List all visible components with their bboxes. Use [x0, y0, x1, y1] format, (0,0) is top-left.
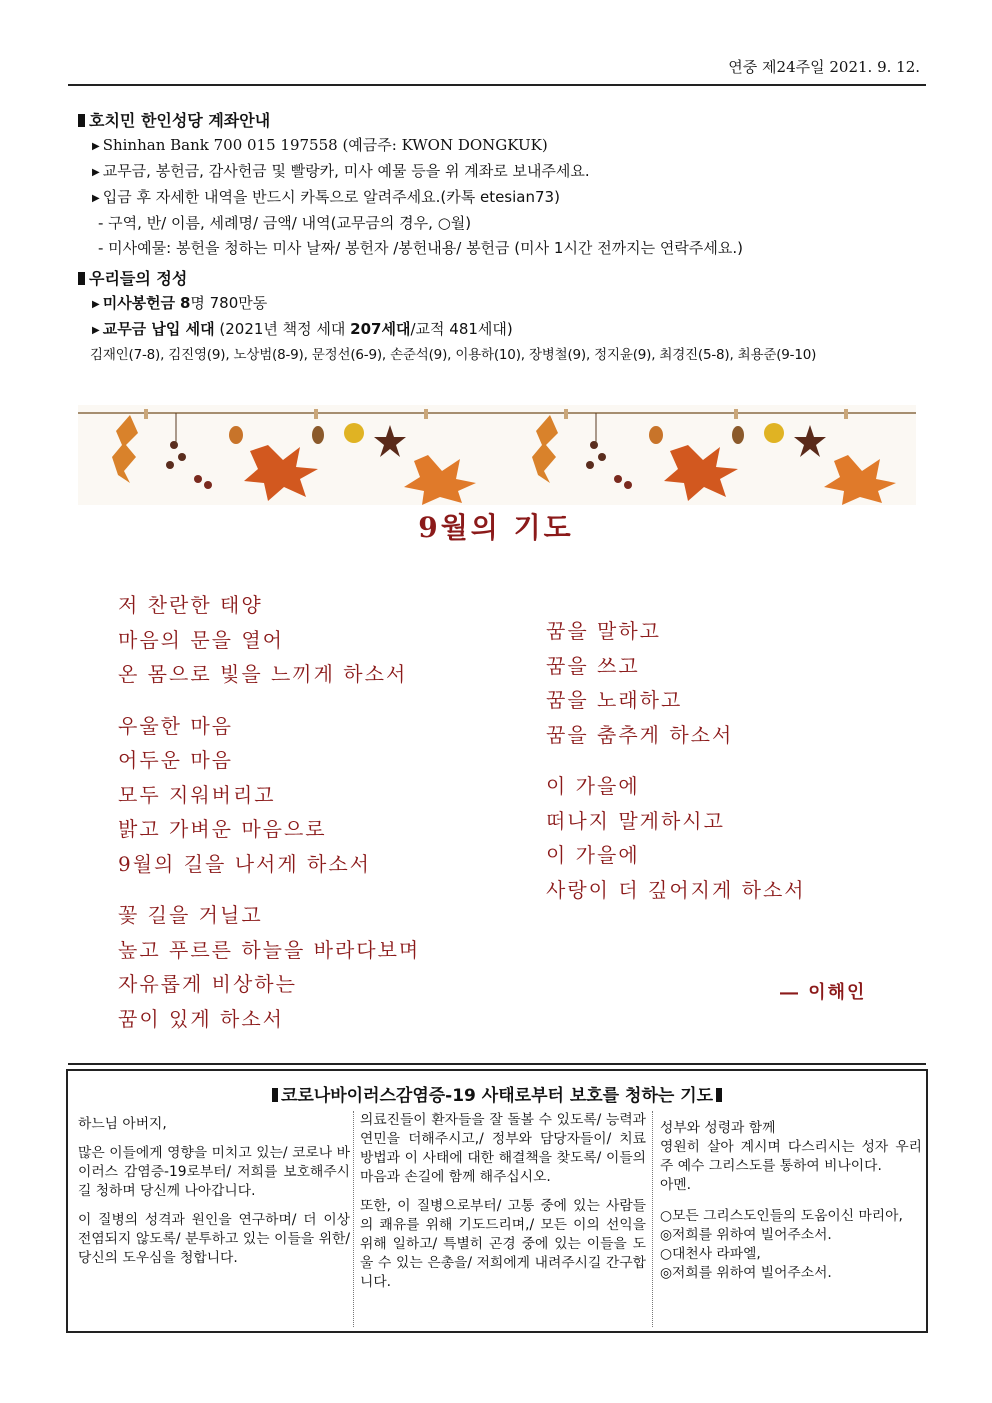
acorn-icon — [229, 426, 243, 444]
triangle-bullet-icon: ▶ — [92, 141, 100, 152]
berry-icon — [614, 475, 622, 483]
poem-line: 높고 푸르른 하늘을 바라다보며 — [118, 937, 421, 962]
berry-icon — [194, 475, 202, 483]
prayer-paragraph: 하느님 아버지, — [78, 1116, 167, 1132]
prayer-line: 성부와 성령과 함께 — [660, 1120, 776, 1136]
poem-line: 모두 지워버리고 — [118, 782, 276, 807]
prayer-line: 영원히 살아 계시며 다스리시는 성자 우리 주 예수 그리스도를 통하여 비나이다. — [660, 1139, 922, 1174]
prayer-line: 아멘. — [660, 1177, 692, 1193]
poem-line: 어두운 마음 — [118, 748, 233, 772]
square-bullet-icon — [78, 114, 85, 127]
poem-line: 저 찬란한 태양 — [118, 593, 263, 617]
prayer-paragraph: 이 질병의 성격과 원인을 연구하며/ 더 이상 전염되지 않도록/ 분투하고 있는 이들을 위한/ 당신의 도우심을 청합니다. — [78, 1212, 350, 1266]
poem-line: 꿈을 말하고 — [546, 619, 661, 643]
poem-line: 떠나지 말게하시고 — [546, 808, 725, 833]
poem-line: 꿈을 춤추게 하소서 — [546, 722, 734, 747]
clothespin-icon — [564, 409, 568, 419]
prayer-line: ○대천사 라파엘, — [660, 1246, 761, 1262]
prayer-paragraph: 또한, 이 질병으로부터/ 고통 중에 있는 사람들의 쾌유를 위해 기도드리며,/ 모든 이의 선익을 위해 일하고/ 특별히 곤경 중에 있는 이들을 도울 수 있는 은총을/ 저희에게 내려주시길 간구합니다. — [360, 1198, 646, 1290]
prayer-paragraph: 의료진들이 환자들을 잘 돌볼 수 있도록/ 능력과 연민을 더해주시고,/ 정부와 담당자들이/ 치료 방법과 이 사태에 대한 해결책을 찾도록/ 이들의 마음과 손길에 함께 해주십시오. — [360, 1112, 646, 1185]
dues-names: 김재인(7-8), 김진영(9), 노상범(8-9), 문정선(6-9), 손준석(9), 이용하(10), 장병철(9), 정지윤(9), 최경진(5-8), 최용준(9-10) — [90, 347, 817, 363]
yellow-flower-icon — [344, 423, 364, 443]
mass-offering-line: ▶ 미사봉헌금 8명 780만동 — [92, 294, 268, 312]
stanza-gap — [118, 692, 420, 709]
section-rule — [68, 1063, 926, 1065]
poem-left-column — [118, 588, 420, 1036]
berry-icon — [624, 481, 632, 489]
yellow-flower-icon — [764, 423, 784, 443]
prayer-column-3 — [660, 1111, 922, 1327]
poem-line: 꿈을 노래하고 — [546, 688, 683, 712]
covid-prayer-box — [66, 1069, 928, 1333]
square-bullet-icon — [78, 272, 85, 285]
poem-line: 꿈을 쓰고 — [546, 653, 640, 678]
prayer-title: 코로나바이러스감염증-19 사태로부터 보호를 청하는 기도 — [68, 1081, 926, 1106]
offering-heading: 우리들의 정성 — [78, 266, 928, 291]
garland-background — [78, 405, 916, 505]
acorn-icon — [649, 426, 663, 444]
poem-line: 9월의 길을 나서게 하소서 — [118, 851, 371, 876]
prayer-column-2 — [353, 1111, 653, 1327]
poem-line: 이 가을에 — [546, 774, 640, 798]
prayer-column-1 — [78, 1111, 350, 1327]
account-line-3: ▶ 입금 후 자세한 내역을 반드시 카톡으로 알려주세요.(카톡 etesian73) — [92, 188, 560, 206]
poem-line: 마음의 문을 열어 — [118, 627, 284, 652]
poem-line: 꿈이 있게 하소서 — [118, 1006, 284, 1031]
berry-icon — [586, 461, 594, 469]
offering-section — [78, 266, 928, 368]
account-heading: 호치민 한인성당 계좌안내 — [78, 108, 928, 133]
poem-author: ― 이해인 — [780, 982, 867, 1003]
poem-line: 우울한 마음 — [118, 713, 233, 738]
poem-line: 꽃 길을 거닐고 — [118, 903, 263, 927]
poem-title: 9월의 기도 — [418, 511, 574, 544]
header-date: 연중 제24주일 2021. 9. 12. — [728, 58, 920, 76]
triangle-bullet-icon: ▶ — [92, 325, 100, 336]
berry-icon — [204, 481, 212, 489]
block-gap — [660, 1195, 922, 1207]
header-rule — [68, 84, 926, 86]
prayer-paragraph: 많은 이들에게 영향을 미치고 있는/ 코로나 바이러스 감염증-19로부터/ 저희를 보호해주시길 청하며 당신께 나아갑니다. — [78, 1145, 350, 1199]
clothespin-icon — [314, 409, 318, 419]
prayer-line: ◎저희를 위하여 빌어주소서. — [660, 1265, 832, 1281]
stanza-gap — [546, 752, 806, 769]
account-section — [78, 108, 928, 261]
prayer-line: ◎저희를 위하여 빌어주소서. — [660, 1227, 832, 1243]
triangle-bullet-icon: ▶ — [92, 167, 100, 178]
dues-line: ▶ 교무금 납입 세대 (2021년 책정 세대 207세대/교적 481세대) — [92, 320, 513, 338]
berry-icon — [166, 461, 174, 469]
autumn-garland-image — [78, 405, 916, 505]
account-line-2: ▶ 교무금, 봉헌금, 감사헌금 및 빨랑카, 미사 예물 등을 위 계좌로 보내주세요. — [92, 162, 590, 180]
account-line-4: - 구역, 반/ 이름, 세례명/ 금액/ 내역(교무금의 경우, ○월) — [98, 214, 472, 232]
berry-icon — [598, 453, 606, 461]
triangle-bullet-icon: ▶ — [92, 299, 100, 310]
triangle-bullet-icon: ▶ — [92, 193, 100, 204]
account-bank-line: ▶ Shinhan Bank 700 015 197558 (예금주: KWON DONGKUK) — [92, 136, 548, 154]
square-bullet-icon — [272, 1088, 278, 1102]
stanza-gap — [118, 881, 420, 898]
poem-line: 자유롭게 비상하는 — [118, 972, 297, 996]
pinecone-icon — [732, 426, 744, 444]
poem-right-column — [546, 614, 806, 907]
account-line-5: - 미사예물: 봉헌을 청하는 미사 날짜/ 봉헌자 /봉헌내용/ 봉헌금 (미사 1시간 전까지는 연락주세요.) — [98, 239, 743, 257]
clothespin-icon — [734, 409, 738, 419]
clothespin-icon — [424, 409, 428, 419]
poem-line: 온 몸으로 빛을 느끼게 하소서 — [118, 662, 408, 686]
clothespin-icon — [844, 409, 848, 419]
pinecone-icon — [312, 426, 324, 444]
poem-line: 이 가을에 — [546, 843, 640, 867]
clothespin-icon — [144, 409, 148, 419]
prayer-line: ○모든 그리스도인들의 도움이신 마리아, — [660, 1208, 903, 1224]
poem-line: 밝고 가벼운 마음으로 — [118, 817, 327, 841]
berry-icon — [178, 453, 186, 461]
poem-line: 사랑이 더 깊어지게 하소서 — [546, 877, 806, 902]
square-bullet-icon — [716, 1088, 722, 1102]
berry-icon — [170, 441, 178, 449]
berry-icon — [590, 441, 598, 449]
